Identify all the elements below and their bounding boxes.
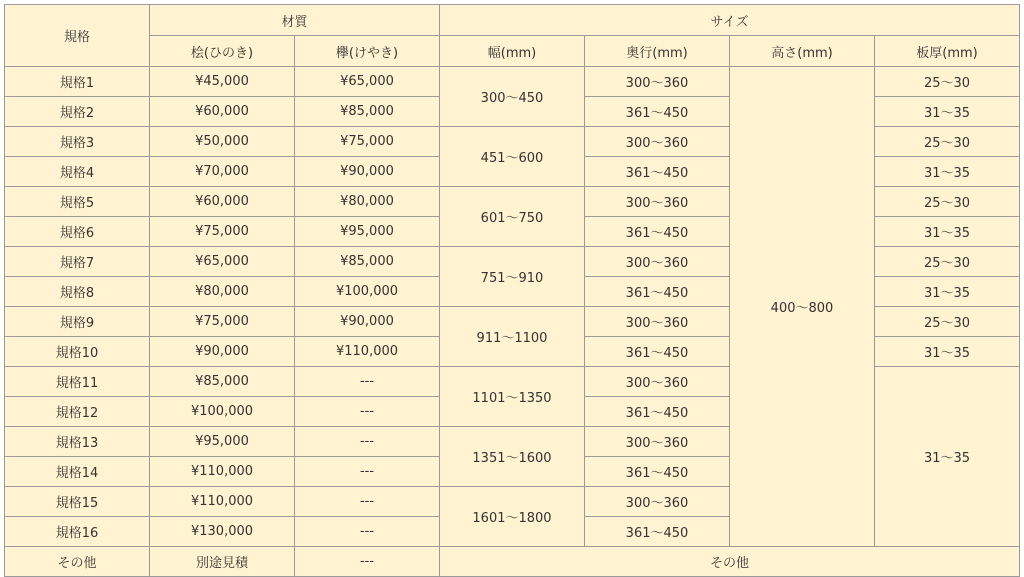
spec-cell: 規格6 [5, 217, 150, 247]
spec-cell: 規格9 [5, 307, 150, 337]
thickness-cell: 25～30 [875, 67, 1020, 97]
keyaki-price-cell: ¥80,000 [295, 187, 440, 217]
hinoki-price-cell: ¥60,000 [150, 187, 295, 217]
width-cell: 1101～1350 [440, 367, 585, 427]
spec-cell: 規格15 [5, 487, 150, 517]
depth-cell: 300～360 [585, 247, 730, 277]
thickness-cell: 31～35 [875, 97, 1020, 127]
table-row [5, 67, 1020, 97]
hinoki-price-cell: ¥60,000 [150, 97, 295, 127]
width-cell: 1351～1600 [440, 427, 585, 487]
depth-cell: 361～450 [585, 457, 730, 487]
depth-cell: 300～360 [585, 127, 730, 157]
width-cell: 751～910 [440, 247, 585, 307]
width-cell: 911～1100 [440, 307, 585, 367]
depth-cell: 300～360 [585, 67, 730, 97]
hinoki-price-cell: ¥90,000 [150, 337, 295, 367]
spec-cell: 規格7 [5, 247, 150, 277]
spec-cell: 規格16 [5, 517, 150, 547]
thickness-cell: 25～30 [875, 187, 1020, 217]
hinoki-price-cell: ¥65,000 [150, 247, 295, 277]
keyaki-price-cell: --- [295, 427, 440, 457]
thickness-cell: 31～35 [875, 217, 1020, 247]
depth-cell: 300～360 [585, 487, 730, 517]
table-row-other [5, 547, 1020, 577]
keyaki-price-cell: ¥85,000 [295, 247, 440, 277]
keyaki-price-cell: --- [295, 367, 440, 397]
depth-cell: 300～360 [585, 367, 730, 397]
header-height: 高さ(mm) [730, 36, 875, 67]
spec-cell: 規格2 [5, 97, 150, 127]
height-cell: 400～800 [730, 67, 875, 547]
hinoki-price-cell: ¥85,000 [150, 367, 295, 397]
thickness-cell: 25～30 [875, 247, 1020, 277]
depth-cell: 361～450 [585, 337, 730, 367]
header-material: 材質 [150, 5, 440, 36]
thickness-cell: 31～35 [875, 337, 1020, 367]
depth-cell: 361～450 [585, 277, 730, 307]
hinoki-price-other: 別途見積 [150, 547, 295, 577]
spec-cell: 規格10 [5, 337, 150, 367]
hinoki-price-cell: ¥130,000 [150, 517, 295, 547]
hinoki-price-cell: ¥110,000 [150, 457, 295, 487]
thickness-cell: 25～30 [875, 307, 1020, 337]
thickness-cell: 31～35 [875, 157, 1020, 187]
spec-cell: 規格5 [5, 187, 150, 217]
spec-cell: 規格3 [5, 127, 150, 157]
thickness-merged-cell: 31～35 [875, 367, 1020, 547]
depth-cell: 361～450 [585, 217, 730, 247]
depth-cell: 300～360 [585, 187, 730, 217]
keyaki-price-cell: --- [295, 517, 440, 547]
keyaki-price-cell: --- [295, 457, 440, 487]
size-other-cell: その他 [440, 547, 1020, 577]
spec-cell: 規格13 [5, 427, 150, 457]
spec-cell: 規格11 [5, 367, 150, 397]
width-cell: 601～750 [440, 187, 585, 247]
hinoki-price-cell: ¥45,000 [150, 67, 295, 97]
header-hinoki: 桧(ひのき) [150, 36, 295, 67]
depth-cell: 300～360 [585, 307, 730, 337]
keyaki-price-cell: ¥100,000 [295, 277, 440, 307]
keyaki-price-cell: ¥90,000 [295, 157, 440, 187]
keyaki-price-cell: ¥65,000 [295, 67, 440, 97]
depth-cell: 361～450 [585, 397, 730, 427]
hinoki-price-cell: ¥75,000 [150, 307, 295, 337]
thickness-cell: 25～30 [875, 127, 1020, 157]
spec-table [4, 4, 1020, 577]
keyaki-price-cell: ¥95,000 [295, 217, 440, 247]
depth-cell: 361～450 [585, 157, 730, 187]
spec-cell: 規格12 [5, 397, 150, 427]
width-cell: 300～450 [440, 67, 585, 127]
spec-cell-other: その他 [5, 547, 150, 577]
spec-cell: 規格8 [5, 277, 150, 307]
keyaki-price-cell: ¥90,000 [295, 307, 440, 337]
depth-cell: 300～360 [585, 427, 730, 457]
keyaki-price-cell: --- [295, 487, 440, 517]
hinoki-price-cell: ¥100,000 [150, 397, 295, 427]
header-keyaki: 欅(けやき) [295, 36, 440, 67]
keyaki-price-cell: ¥85,000 [295, 97, 440, 127]
header-depth: 奥行(mm) [585, 36, 730, 67]
hinoki-price-cell: ¥50,000 [150, 127, 295, 157]
spec-cell: 規格4 [5, 157, 150, 187]
depth-cell: 361～450 [585, 517, 730, 547]
width-cell: 1601～1800 [440, 487, 585, 547]
header-spec: 規格 [5, 5, 150, 67]
keyaki-price-cell: ¥75,000 [295, 127, 440, 157]
spec-cell: 規格1 [5, 67, 150, 97]
keyaki-price-cell: --- [295, 397, 440, 427]
hinoki-price-cell: ¥70,000 [150, 157, 295, 187]
hinoki-price-cell: ¥95,000 [150, 427, 295, 457]
keyaki-price-cell: ¥110,000 [295, 337, 440, 367]
header-size: サイズ [440, 5, 1020, 36]
hinoki-price-cell: ¥110,000 [150, 487, 295, 517]
header-thickness: 板厚(mm) [875, 36, 1020, 67]
thickness-cell: 31～35 [875, 277, 1020, 307]
hinoki-price-cell: ¥75,000 [150, 217, 295, 247]
hinoki-price-cell: ¥80,000 [150, 277, 295, 307]
spec-cell: 規格14 [5, 457, 150, 487]
width-cell: 451～600 [440, 127, 585, 187]
depth-cell: 361～450 [585, 97, 730, 127]
keyaki-price-other: --- [295, 547, 440, 577]
header-width: 幅(mm) [440, 36, 585, 67]
